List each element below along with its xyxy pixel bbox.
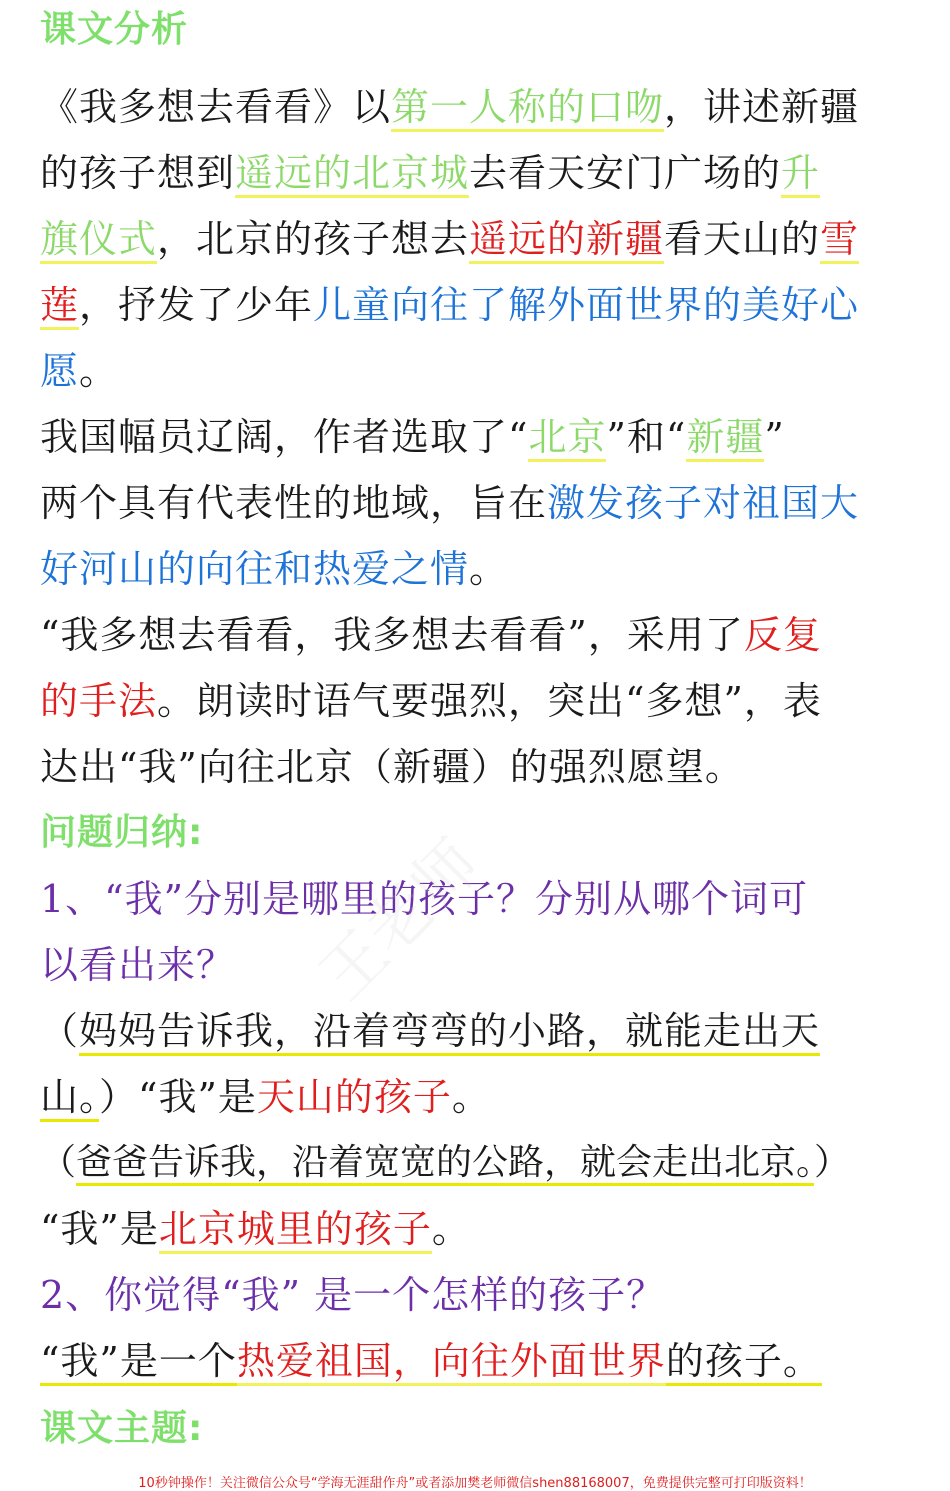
highlight-blue: 儿童向往了解外面世界的美好心 [313, 283, 860, 327]
text-segment: 达出“我”向往北京（新疆）的强烈愿望。 [40, 745, 744, 789]
paragraph-line [40, 676, 822, 726]
highlight-green: 新疆 [686, 415, 764, 462]
text-segment: ，抒发了少年 [79, 283, 314, 327]
text-segment: ）“我”是 [99, 1075, 257, 1119]
answer-line [40, 1072, 491, 1122]
highlight-blue: 激发孩子对祖国大 [547, 481, 860, 525]
highlight-red: 热爱祖国，向往外面世界 [237, 1339, 666, 1386]
text-segment: 。朗读时语气要强烈，突出“多想”，表 [157, 679, 822, 723]
section-heading-theme: 课文主题: [40, 1408, 204, 1449]
highlight-green: 北京 [528, 415, 606, 462]
answer-line [40, 1006, 820, 1056]
section-heading-analysis: 课文分析 [40, 9, 189, 50]
highlight-red: 遥远的新疆 [469, 217, 664, 264]
text-segment: 《我多想去看看》以 [40, 85, 392, 129]
highlight-red: 北京城里的孩子 [159, 1207, 432, 1254]
highlight-green: 升 [781, 151, 820, 198]
text-segment: 我国幅员辽阔，作者选取了“ [40, 415, 529, 459]
watermark: 王老师 [306, 826, 495, 1015]
text-segment: 看天山的 [664, 217, 821, 261]
text-segment: 。 [79, 349, 119, 393]
paragraph-line [40, 742, 744, 792]
paragraph-line [40, 148, 820, 198]
underlined-text: 爸爸告诉我，沿着宽宽的公路，就会走出北京。 [76, 1142, 814, 1186]
text-segment: 。 [469, 547, 509, 591]
paragraph-line [40, 346, 118, 396]
question-1-line: 1、“我”分别是哪里的孩子？分别从哪个词可 [40, 877, 809, 921]
paragraph-line [40, 412, 785, 462]
section-heading-questions: 问题归纳: [40, 812, 204, 853]
underlined-text: “我”是一个 [40, 1339, 237, 1386]
highlight-blue: 愿 [40, 349, 80, 393]
paragraph-line [40, 280, 859, 330]
highlight-red: 莲 [40, 283, 79, 330]
highlight-green: 第一人称的口吻 [391, 85, 664, 132]
highlight-red: 反复 [743, 613, 822, 657]
text-segment: 去看天安门广场的 [469, 151, 782, 195]
underlined-text: 山。 [40, 1075, 99, 1122]
highlight-green: 旗仪式 [40, 217, 157, 264]
paragraph-line [40, 610, 822, 660]
highlight-red: 天山的孩子 [256, 1075, 452, 1119]
text-segment: ，讲述新疆 [664, 85, 860, 129]
text-segment: ” [764, 415, 785, 459]
answer-line [40, 1336, 822, 1386]
text-segment: ，北京的孩子想去 [157, 217, 470, 261]
text-segment: “我多想去看看，我多想去看看”，采用了 [40, 613, 744, 657]
text-segment: （ [40, 1009, 80, 1053]
text-segment: 。 [431, 1207, 471, 1251]
paragraph-line [40, 544, 508, 594]
highlight-green: 遥远的北京城 [235, 151, 469, 198]
underlined-text: 的孩子。 [666, 1339, 822, 1386]
highlight-blue: 好河山的向往和热爱之情 [40, 547, 470, 591]
question-2-line: 2、你觉得“我” 是一个怎样的孩子？ [40, 1273, 666, 1317]
answer-line [40, 1138, 850, 1188]
highlight-red: 雪 [820, 217, 859, 264]
text-segment: 。 [451, 1075, 491, 1119]
text-segment: 两个具有代表性的地域，旨在 [40, 481, 548, 525]
text-segment: ”和“ [606, 415, 687, 459]
question-1-line: 以看出来？ [40, 943, 236, 987]
text-segment: ） [814, 1142, 851, 1183]
text-segment: （ [40, 1142, 77, 1183]
underlined-text: 妈妈告诉我，沿着弯弯的小路，就能走出天 [79, 1009, 820, 1056]
paragraph-line [40, 214, 859, 264]
text-segment: 的孩子想到 [40, 151, 236, 195]
text-segment: “我”是 [40, 1207, 159, 1251]
paragraph-line [40, 82, 859, 132]
paragraph-line [40, 478, 859, 528]
highlight-red: 的手法 [40, 679, 158, 723]
footer-notice: 10秒钟操作！关注微信公众号“学海无涯甜作舟”或者添加樊老师微信shen88168007，免费提供完整可打印版资料！ [138, 1476, 812, 1491]
answer-line [40, 1204, 471, 1254]
